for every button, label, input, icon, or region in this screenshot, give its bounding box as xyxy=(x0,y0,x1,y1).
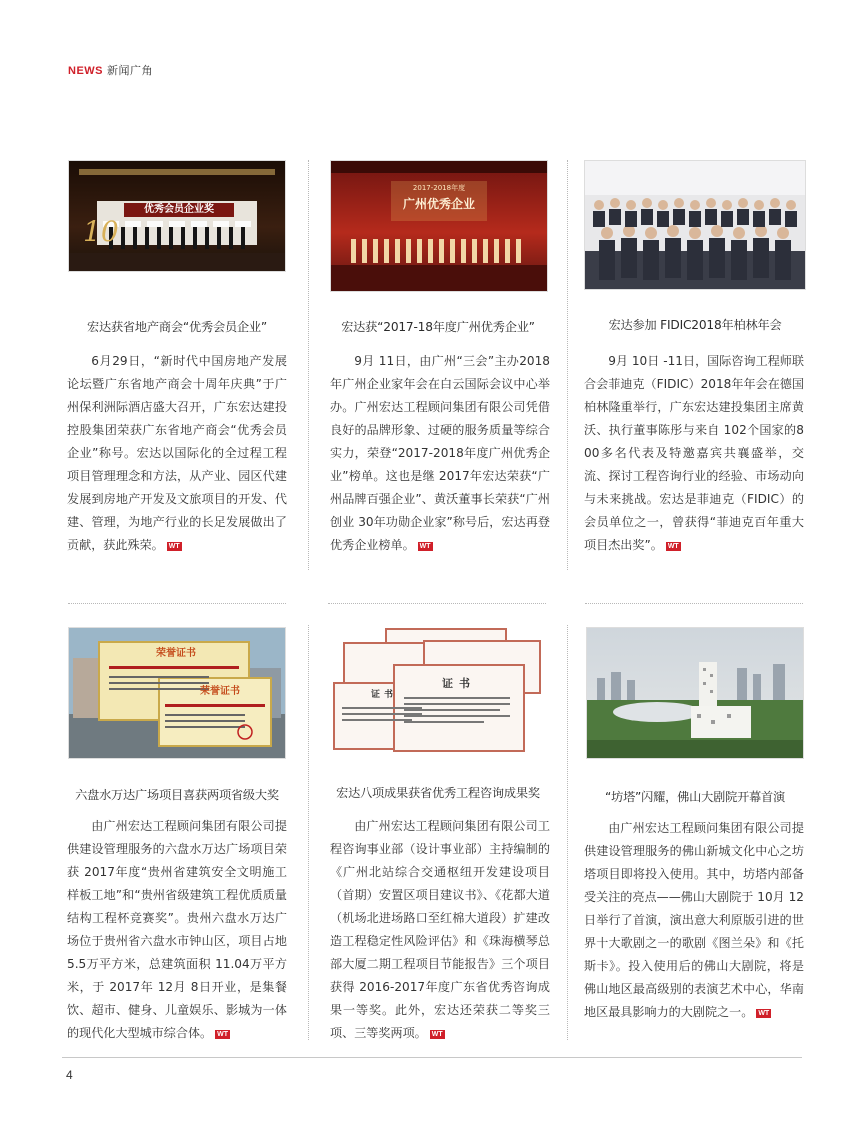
article-body-text: 由广州宏达工程顾问集团有限公司工程咨询事业部（设计事业部）主持编制的《广州北站综合交通枢纽开发建设项目（首期）安置区项目建议书》、《花都大道（机场北进场路口至红棉大道段）扩建改造工程稳定性风险评估》和《珠海横琴总部大厦二期工程项目节能报告》三个项目获得 2016-2017年度广东省优秀咨询成果一等奖。此外，宏达还荣获二等奖三项、三等奖两项。 xyxy=(330,819,550,1040)
column-divider xyxy=(567,160,568,570)
certificate-photo xyxy=(68,627,286,759)
article-body xyxy=(67,815,287,1045)
article-body-text: 由广州宏达工程顾问集团有限公司提供建设管理服务的六盘水万达广场项目荣获 2017年度“贵州省建筑安全文明施工样板工地”和“贵州省级建筑工程优质质量结构工程杯竞赛奖”。贵州六盘水万达广场位于贵州省六盘水市钟山区，项目占地 5.5万平方米，总建筑面积 11.04万平方米，于 2017年 12月 8日开业，是集餐饮、超市、健身、儿童娱乐、影城为一体的现代化大型城市综合体。 xyxy=(67,819,287,1040)
photo-banner-text: 广州优秀企业 xyxy=(402,197,475,211)
group-photo xyxy=(584,160,806,290)
end-mark-icon: WT xyxy=(217,1031,229,1038)
photo-banner-text: 优秀会员企业奖 xyxy=(144,204,214,215)
end-mark-icon: WT xyxy=(168,543,180,550)
article-title: 宏达参加 FIDIC2018年柏林年会 xyxy=(608,318,782,332)
page-number: 4 xyxy=(66,1068,73,1082)
section-header xyxy=(68,62,153,78)
article-body-text: 9月 10日 -11日，国际咨询工程师联合会菲迪克（FIDIC）2018年年会在德国柏林隆重举行，广东宏达建投集团主席黄沃、执行董事陈彤与来自 102个国家的800多名代表及特邀嘉宾共襄盛举，交流、探讨工程咨询行业的经验、市场动向与未来挑战。宏达是菲迪克（FIDIC）的会员单位之一，曾获得“菲迪克百年重大项目杰出奖”。 xyxy=(584,354,804,552)
row-divider xyxy=(68,603,286,604)
photo-banner-subtext: 2017-2018年度 xyxy=(412,184,466,192)
article-body-text: 由广州宏达工程顾问集团有限公司提供建设管理服务的佛山新城文化中心之坊塔项目即将投入使用。其中，坊塔内部备受关注的亮点——佛山大剧院于 10月 12日举行了首演，演出意大利原版引进的世界十大歌剧之一的歌剧《图兰朵》和《托斯卡》。投入使用后的佛山大剧院，将是佛山地区最高级别的表演艺术中心，华南地区最具影响力的大剧院之一。 xyxy=(584,821,804,1019)
certificate-photo xyxy=(330,627,546,755)
article-body xyxy=(67,350,287,557)
news-label: NEWS xyxy=(68,65,103,77)
certificate-heading: 证书 xyxy=(370,690,397,700)
theater-building-photo xyxy=(586,627,804,759)
article-title: 宏达获省地产商会“优秀会员企业” xyxy=(86,320,268,334)
article-body-text: 6月29日，“新时代中国房地产发展论坛暨广东省地产商会十周年庆典”于广州保利洲际酒店盛大召开，广东宏达建投控股集团荣获广东省地产商会“优秀会员企业”称号。宏达以国际化的全过程工程项目管理理念和方法，从产业、园区代建发展到房地产开发及文旅项目的开发、代建、管理，为地产行业的长足发展做出了贡献，获此殊荣。 xyxy=(67,354,287,552)
section-label: 新闻广角 xyxy=(107,64,153,77)
row-divider xyxy=(328,603,546,604)
award-ceremony-photo xyxy=(68,160,286,272)
article-body xyxy=(584,350,804,557)
certificate-heading: 荣誉证书 xyxy=(200,686,240,697)
column-divider xyxy=(308,625,309,1040)
article-title: “坊塔”闪耀，佛山大剧院开幕首演 xyxy=(604,790,786,804)
article-body-text: 9月 11日，由广州“三会”主办2018年广州企业家年会在白云国际会议中心举办。广州宏达工程顾问集团有限公司凭借良好的品牌形象、过硬的服务质量等综合实力，荣登“2017-2018年度广州优秀企业”榜单。这也是继 2017年宏达荣获“广州品牌百强企业”、黄沃董事长荣获“广州创业 30年功勋企业家”称号后，宏达再登优秀企业榜单。 xyxy=(330,354,550,552)
column-divider xyxy=(308,160,309,570)
footer-rule xyxy=(62,1057,802,1058)
end-mark-icon: WT xyxy=(758,1010,770,1017)
end-mark-icon: WT xyxy=(667,543,679,550)
article-title: 六盘水万达广场项目喜获两项省级大奖 xyxy=(75,788,279,802)
end-mark-icon: WT xyxy=(431,1031,443,1038)
article-body xyxy=(330,350,550,557)
award-ceremony-photo xyxy=(330,160,548,292)
column-divider xyxy=(567,625,568,1040)
article-body xyxy=(584,817,804,1024)
row-divider xyxy=(585,603,803,604)
certificate-heading: 证书 xyxy=(442,677,476,690)
svg-text:10: 10 xyxy=(83,215,119,248)
article-body xyxy=(330,815,550,1045)
article-title: 宏达八项成果获省优秀工程咨询成果奖 xyxy=(336,786,540,800)
certificate-heading: 荣誉证书 xyxy=(156,648,196,659)
article-title: 宏达获“2017-18年度广州优秀企业” xyxy=(341,320,535,334)
end-mark-icon: WT xyxy=(419,543,431,550)
